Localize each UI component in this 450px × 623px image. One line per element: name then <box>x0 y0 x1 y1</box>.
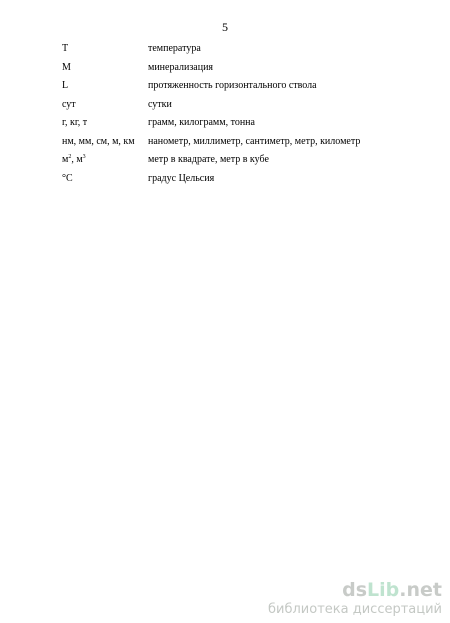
abbreviation-row <box>62 114 422 133</box>
abbreviation-definition: сутки <box>148 98 172 110</box>
watermark <box>268 579 442 617</box>
abbreviation-row <box>62 77 422 96</box>
abbreviation-term <box>62 154 86 166</box>
logo-ds: ds <box>342 579 368 601</box>
term-superscript: 3 <box>82 154 86 160</box>
abbreviation-row <box>62 96 422 115</box>
term-separator: , м <box>71 154 83 165</box>
abbreviation-row <box>62 151 422 170</box>
page-number: 5 <box>222 20 228 34</box>
abbreviation-term: нм, мм, см, м, км <box>62 135 135 147</box>
abbreviation-definition: протяженность горизонтального ствола <box>148 80 317 91</box>
abbreviation-row <box>62 40 422 59</box>
term-superscript: 2 <box>68 154 72 160</box>
abbreviation-list <box>62 40 422 188</box>
abbreviation-definition: метр в квадрате, метр в кубе <box>148 154 269 165</box>
watermark-subtitle: библиотека диссертаций <box>268 602 442 617</box>
abbreviation-definition: температура <box>148 43 201 54</box>
abbreviation-row <box>62 133 422 152</box>
abbreviation-term: L <box>62 80 69 91</box>
abbreviation-row <box>62 170 422 189</box>
abbreviation-row <box>62 59 422 78</box>
term-base: м <box>62 154 69 165</box>
logo-net: .net <box>399 579 442 601</box>
abbreviation-definition: нанометр, миллиметр, сантиметр, метр, километр <box>148 135 361 147</box>
abbreviation-definition: грамм, килограмм, тонна <box>148 117 255 128</box>
abbreviation-term: M <box>62 61 71 73</box>
abbreviation-term: °C <box>62 172 73 184</box>
abbreviation-term: сут <box>62 98 76 110</box>
watermark-logo <box>268 579 442 601</box>
abbreviation-definition: минерализация <box>148 61 214 73</box>
abbreviation-definition: градус Цельсия <box>148 172 215 184</box>
abbreviation-term: г, кг, т <box>62 117 88 128</box>
abbreviation-term: T <box>62 43 69 54</box>
logo-lib: Lib <box>367 579 400 601</box>
